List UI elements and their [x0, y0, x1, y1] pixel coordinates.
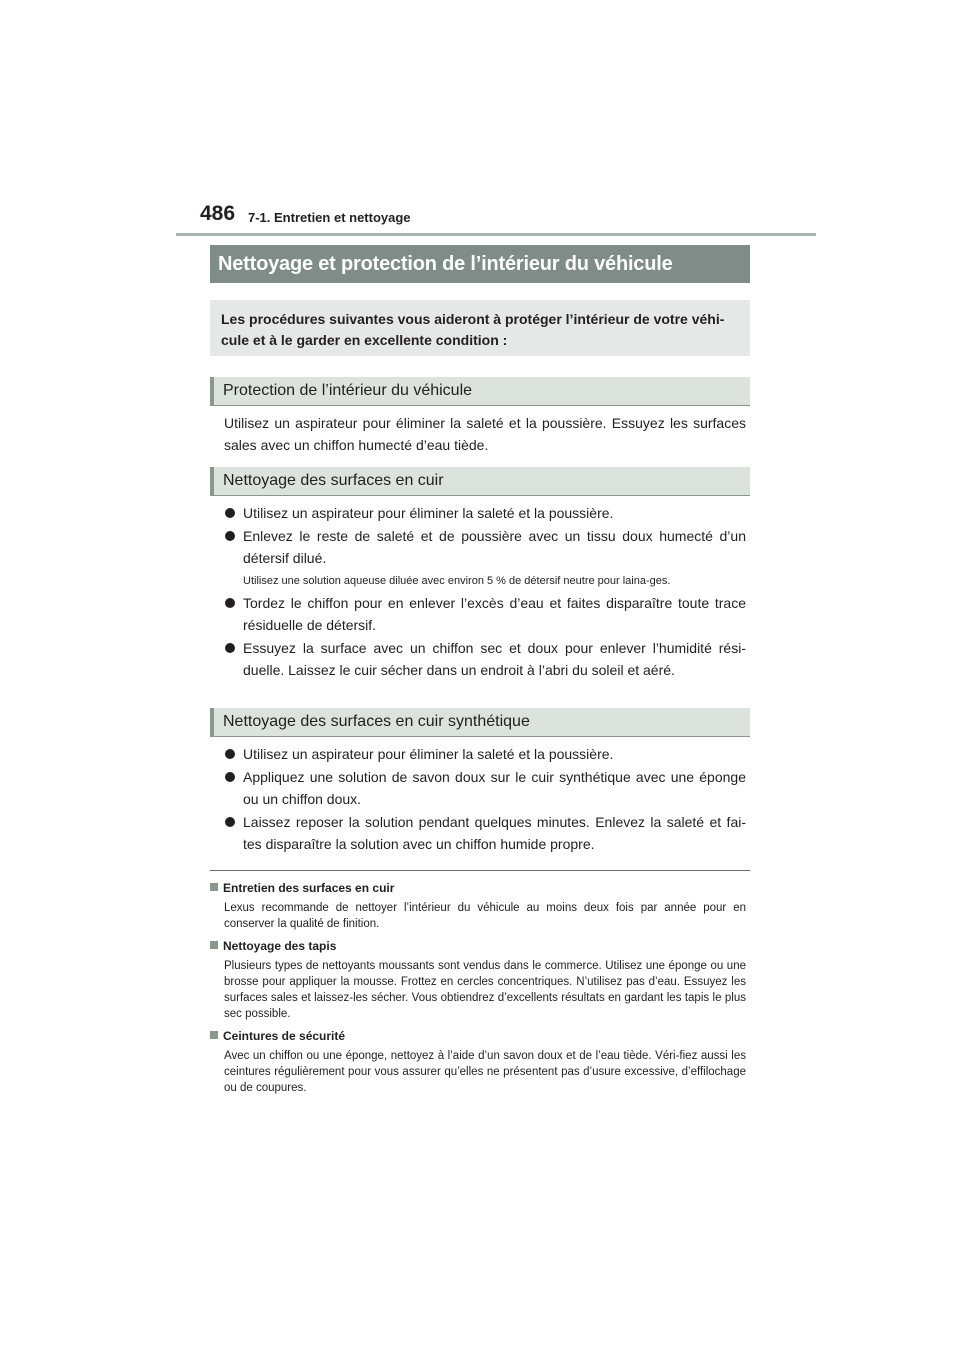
section-heading-synthetic-leather: Nettoyage des surfaces en cuir synthétique [210, 708, 750, 737]
bullet-icon [225, 508, 235, 518]
info-heading: Ceintures de sécurité [210, 1028, 746, 1044]
list-item [224, 525, 746, 569]
bullet-icon [225, 531, 235, 541]
section-heading-protection: Protection de l’intérieur du véhicule [210, 377, 750, 406]
header-rule [176, 233, 816, 236]
info-text: Avec un chiffon ou une éponge, nettoyez à l’aide d’un savon doux et de l’eau tiède. Véri-fiez aussi les ceintures régulièrement pour vous assurer qu’elles ne présentent pas d’usure excessive, d’effilochage ou de coupures. [224, 1050, 746, 1094]
info-seat-belts [210, 1028, 746, 1096]
list-item-text: Enlevez le reste de saleté et de poussière avec un tissu doux humecté d’un détersif dilué. [243, 528, 746, 566]
list-item [224, 766, 746, 810]
list-item-text: Appliquez une solution de savon doux sur le cuir synthétique avec une éponge ou un chiffon doux. [243, 769, 746, 807]
info-text: Lexus recommande de nettoyer l’intérieur du véhicule au moins deux fois par année pour en conserver la qualité de finition. [224, 902, 746, 930]
info-heading: Entretien des surfaces en cuir [210, 880, 746, 896]
intro-box: Les procédures suivantes vous aideront à protéger l’intérieur de votre véhi-cule et à le garder en excellente condition : [210, 300, 750, 356]
list-item-text: Essuyez la surface avec un chiffon sec et doux pour enlever l’humidité rési-duelle. Laissez le cuir sécher dans un endroit à l’abri du soleil et aéré. [243, 640, 746, 678]
square-bullet-icon [210, 941, 218, 949]
leather-bullet-list [224, 502, 746, 682]
list-item-text: Laissez reposer la solution pendant quelques minutes. Enlevez la saleté et fai-tes disparaître la solution avec un chiffon humide propre. [243, 814, 746, 852]
bullet-icon [225, 772, 235, 782]
bullet-icon [225, 817, 235, 827]
info-leather-care [210, 880, 746, 932]
separator-rule [210, 870, 750, 871]
list-item [224, 811, 746, 855]
page-title: Nettoyage et protection de l’intérieur du véhicule [218, 253, 673, 275]
bullet-icon [225, 598, 235, 608]
list-item [224, 637, 746, 681]
list-item [224, 592, 746, 636]
main-title-bar [210, 245, 750, 283]
synthetic-bullet-list [224, 743, 746, 856]
list-item [224, 502, 746, 524]
section-heading-leather: Nettoyage des surfaces en cuir [210, 467, 750, 496]
page-number: 486 [200, 202, 236, 225]
square-bullet-icon [210, 1031, 218, 1039]
list-item-text: Tordez le chiffon pour en enlever l’excès d’eau et faites disparaître toute trace résiduelle de détersif. [243, 595, 746, 633]
info-heading: Nettoyage des tapis [210, 938, 746, 954]
info-text: Plusieurs types de nettoyants moussants sont vendus dans le commerce. Utilisez une éponge ou une brosse pour appliquer la mousse. Frottez en cercles concentriques. N’utilisez pas d’eau. Essuyez les surfaces sales et laissez-les sécher. Vous obtiendrez d’excellents résultats en gardant les tapis le plus sec possible. [224, 960, 746, 1020]
list-item [224, 743, 746, 765]
list-item-text: Utilisez un aspirateur pour éliminer la saleté et la poussière. [243, 505, 614, 521]
list-item-text: Utilisez un aspirateur pour éliminer la saleté et la poussière. [243, 746, 614, 762]
info-carpet-cleaning [210, 938, 746, 1022]
section-body-protection: Utilisez un aspirateur pour éliminer la saleté et la poussière. Essuyez les surfaces sales avec un chiffon humecté d’eau tiède. [224, 415, 746, 453]
running-head: 7-1. Entretien et nettoyage [248, 210, 411, 225]
bullet-icon [225, 749, 235, 759]
bullet-icon [225, 643, 235, 653]
bullet-note: Utilisez une solution aqueuse diluée avec environ 5 % de détersif neutre pour laina-ges. [243, 575, 671, 587]
square-bullet-icon [210, 883, 218, 891]
